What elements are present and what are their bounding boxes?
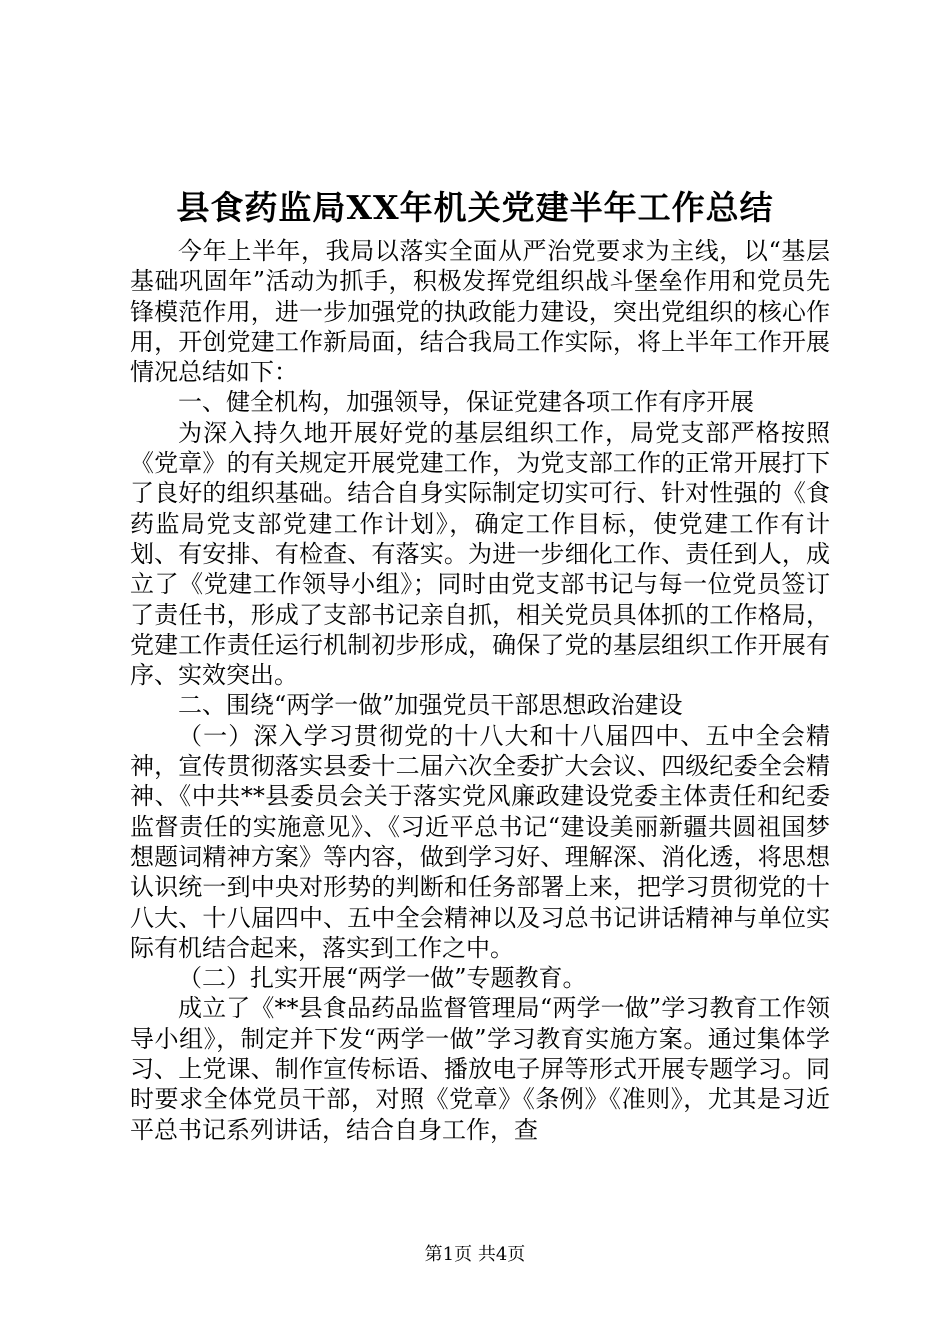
- document-body: [130, 236, 830, 1145]
- subsection-heading: （二）扎实开展“两学一做”专题教育。: [178, 964, 587, 993]
- page-number: 第1页 共4页: [424, 1244, 526, 1265]
- section-heading-2: 二、围绕“两学一做”加强党员干部思想政治建设: [178, 691, 683, 720]
- document-title: 县食药监局XX年机关党建半年工作总结: [176, 188, 774, 227]
- body-paragraph: （一）深入学习贯彻党的十八大和十八届四中、五中全会精神，宣传贯彻落实县委十二届六次全委扩大会议、四级纪委全会精神、《中共**县委员会关于落实党风廉政建设党委主体责任和纪委监督责任的实施意见》、《习近平总书记“建设美丽新疆共圆祖国梦想题词精神方案》等内容，做到学习好、理解深、消化透，将思想认识统一到中央对形势的判断和任务部署上来，把学习贯彻党的十八大、十八届四中、五中全会精神以及习总书记讲话精神与单位实际有机结合起来，落实到工作之中。: [130, 721, 830, 962]
- section-heading-1: 一、健全机构，加强领导，保证党建各项工作有序开展: [178, 388, 754, 417]
- body-paragraph: 为深入持久地开展好党的基层组织工作，局党支部严格按照《党章》的有关规定开展党建工作，为党支部工作的正常开展打下了良好的组织基础。结合自身实际制定切实可行、针对性强的《食药监局党支部党建工作计划》，确定工作目标，使党建工作有计划、有安排、有检查、有落实。为进一步细化工作、责任到人，成立了《党建工作领导小组》；同时由党支部书记与每一位党员签订了责任书，形成了支部书记亲自抓，相关党员具体抓的工作格局，党建工作责任运行机制初步形成，确保了党的基层组织工作开展有序、实效突出。: [130, 418, 830, 690]
- intro-paragraph: 今年上半年，我局以落实全面从严治党要求为主线，以“基层基础巩固年”活动为抓手，积极发挥党组织战斗堡垒作用和党员先锋模范作用，进一步加强党的执政能力建设，突出党组织的核心作用，开创党建工作新局面，结合我局工作实际，将上半年工作开展情况总结如下：: [130, 237, 830, 387]
- body-paragraph: 成立了《**县食品药品监督管理局“两学一做”学习教育工作领导小组》，制定并下发“两学一做”学习教育实施方案。通过集体学习、上党课、制作宣传标语、播放电子屏等形式开展专题学习。同时要求全体党员干部，对照《党章》《条例》《准则》，尤其是习近平总书记系列讲话，结合自身工作，查: [130, 994, 830, 1144]
